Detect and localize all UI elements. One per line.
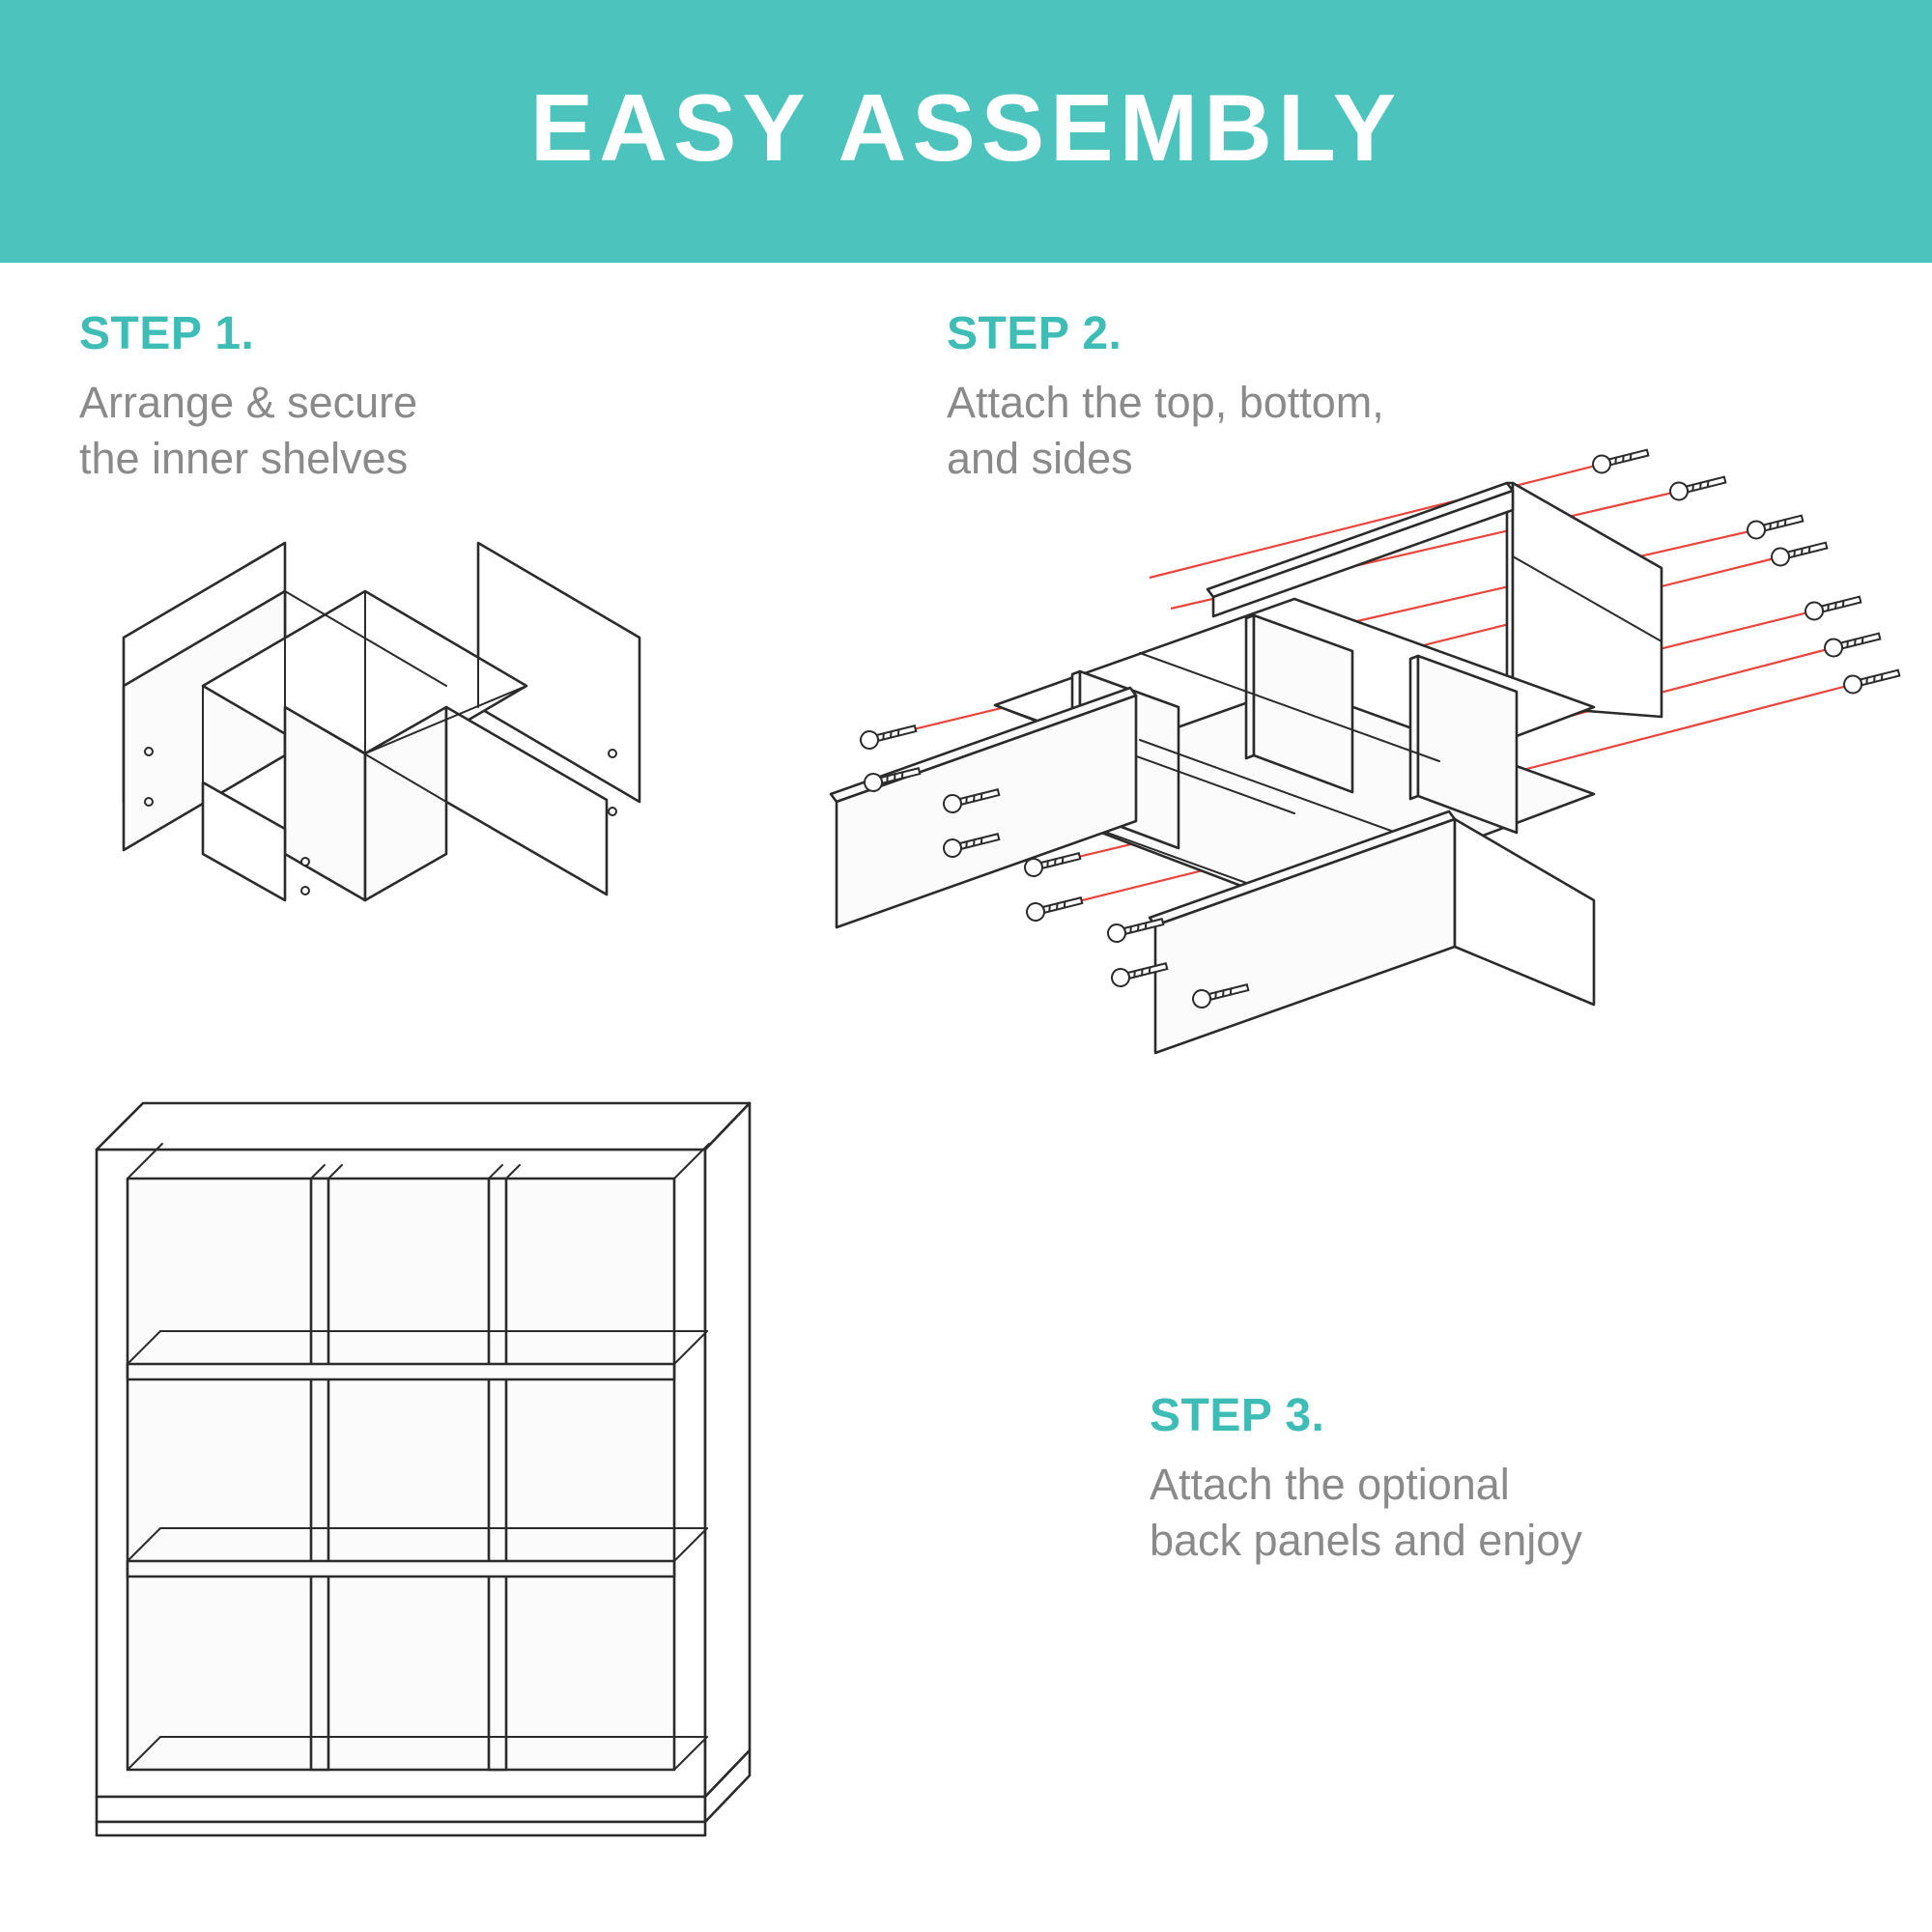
step-2-text-block — [947, 308, 1642, 486]
step-3-text-block — [1150, 1390, 1826, 1568]
inner-shelf-panels-diagram — [106, 522, 686, 927]
step-1-illustration — [106, 522, 686, 927]
step-2-description-line-1: Attach the top, bottom, — [947, 378, 1384, 427]
step-1-description-line-2: the inner shelves — [79, 433, 409, 483]
step-3-illustration — [68, 1082, 869, 1884]
step-3-label: STEP 3. — [1150, 1390, 1325, 1441]
page-title: EASY ASSEMBLY — [529, 74, 1403, 181]
header-banner — [0, 0, 1932, 263]
step-3-description-line-1: Attach the optional — [1150, 1460, 1510, 1509]
step-1-label: STEP 1. — [79, 308, 255, 359]
step-3-description-line-2: back panels and enjoy — [1150, 1515, 1582, 1565]
step-1-description-line-1: Arrange & secure — [79, 378, 418, 427]
step-1-text-block — [79, 308, 678, 486]
finished-cube-organizer-diagram — [68, 1082, 869, 1884]
exploded-frame-diagram — [831, 464, 1893, 1179]
step-2-illustration — [831, 464, 1893, 1179]
step-2-label: STEP 2. — [947, 308, 1122, 359]
step-2-description-line-2: and sides — [947, 433, 1133, 483]
